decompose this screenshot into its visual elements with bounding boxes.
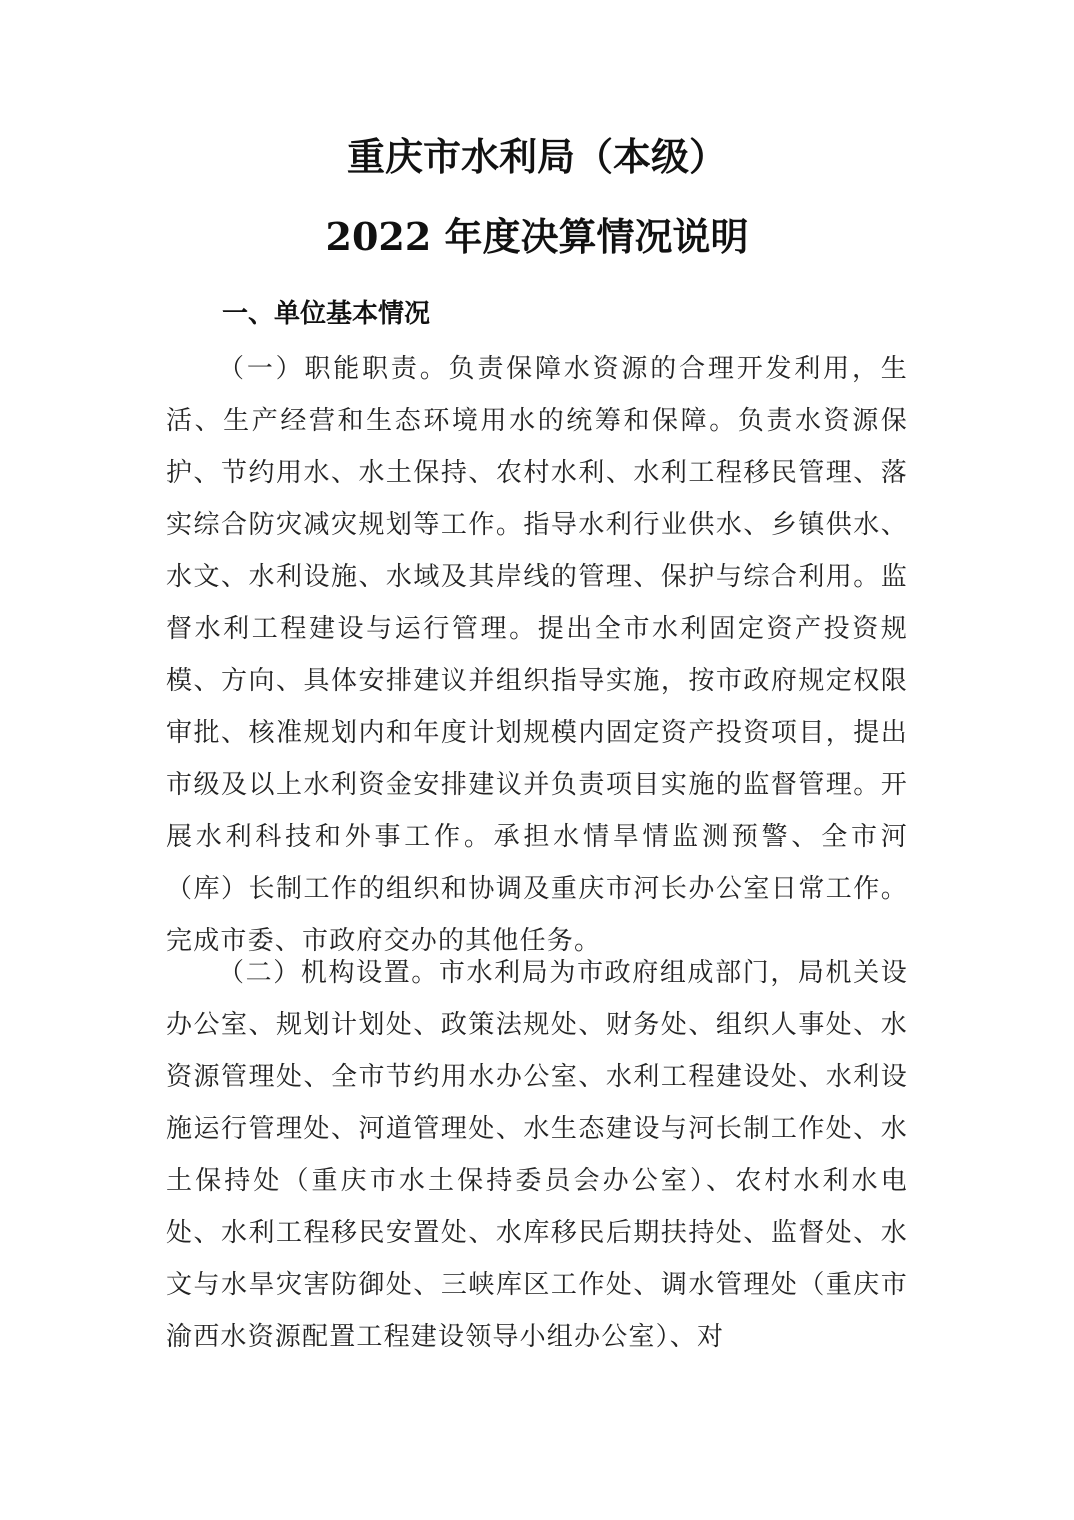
section-heading: 一、单位基本情况 [222,299,431,329]
document-title-line-2: 2022 年度决算情况说明 [325,214,749,259]
paragraph-organization: （二）机构设置。市水利局为市政府组成部门，局机关设办公室、规划计划处、政策法规处、财务处、组织人事处、水资源管理处、全市节约用水办公室、水利工程建设处、水利设施运行管理处、河道管理处、水生态建设与河长制工作处、水土保持处（重庆市水土保持委员会办公室）、农村水利水电处、水利工程移民安置处、水库移民后期扶持处、监督处、水文与水旱灾害防御处、三峡库区工作处、调水管理处（重庆市渝西水资源配置工程建设领导小组办公室）、对 [166,958,908,1352]
document-title-line-1: 重庆市水利局（本级） [346,134,727,179]
paragraph-duties: （一）职能职责。负责保障水资源的合理开发利用，生活、生产经营和生态环境用水的统筹和保障。负责水资源保护、节约用水、水土保持、农村水利、水利工程移民管理、落实综合防灾减灾规划等工作。指导水利行业供水、乡镇供水、水文、水利设施、水域及其岸线的管理、保护与综合利用。监督水利工程建设与运行管理。提出全市水利固定资产投资规模、方向、具体安排建议并组织指导实施，按市政府规定权限审批、核准规划内和年度计划规模内固定资产投资项目，提出市级及以上水利资金安排建议并负责项目实施的监督管理。开展水利科技和外事工作。承担水情旱情监测预警、全市河（库）长制工作的组织和协调及重庆市河长办公室日常工作。完成市委、市政府交办的其他任务。 [166,354,908,956]
